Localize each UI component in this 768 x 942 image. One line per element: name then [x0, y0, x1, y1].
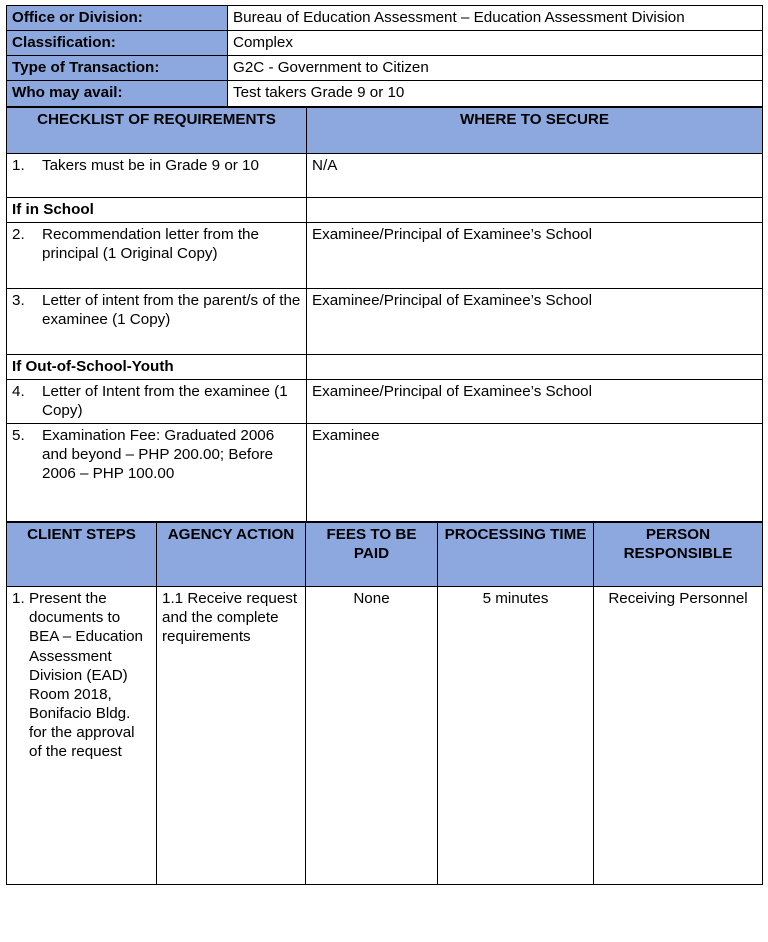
client-steps-header: CLIENT STEPS — [7, 523, 157, 587]
fees-to-be-paid-header: FEES TO BE PAID — [306, 523, 438, 587]
who-may-avail-value: Test takers Grade 9 or 10 — [228, 81, 763, 106]
checklist-where-blank-1 — [307, 197, 763, 222]
checklist-requirement-text-1: Takers must be in Grade 9 or 10 — [42, 156, 259, 174]
checklist-number-3: 3. — [12, 291, 25, 309]
agency-action-header: AGENCY ACTION — [157, 523, 306, 587]
agency-action-cell-1: 1.1 Receive request and the complete requirements — [157, 587, 306, 885]
checklist-where-3: Examinee/Principal of Examinee’s School — [307, 288, 763, 354]
checklist-where-1: N/A — [307, 153, 763, 197]
checklist-section-if-in-school: If in School — [7, 197, 307, 222]
checklist-requirement-text-4: Letter of Intent from the examinee (1 Copy) — [42, 382, 288, 419]
table-row — [7, 153, 763, 197]
checklist-requirement-2 — [7, 222, 307, 288]
checklist-requirements-header: CHECKLIST OF REQUIREMENTS — [7, 107, 307, 153]
processing-time-header: PROCESSING TIME — [438, 523, 594, 587]
checklist-requirement-text-5: Examination Fee: Graduated 2006 and beyond – PHP 200.00; Before 2006 – PHP 100.00 — [42, 427, 275, 483]
checklist-header-row — [7, 107, 763, 153]
table-row — [7, 6, 763, 31]
fees-cell-1: None — [306, 587, 438, 885]
who-may-avail-label: Who may avail: — [7, 81, 228, 106]
client-step-text-1: Present the documents to BEA – Education Assessment Division (EAD) Room 2018, Bonifacio Bldg. for the approval of the request — [29, 590, 143, 761]
table-row — [7, 222, 763, 288]
office-or-division-value: Bureau of Education Assessment – Education Assessment Division — [228, 6, 763, 31]
type-of-transaction-value: G2C - Government to Citizen — [228, 56, 763, 81]
checklist-requirement-text-2: Recommendation letter from the principal (1 Original Copy) — [42, 225, 259, 262]
table-row — [7, 81, 763, 106]
checklist-requirement-4 — [7, 379, 307, 423]
person-responsible-cell-1: Receiving Personnel — [594, 587, 763, 885]
checklist-number-1: 1. — [12, 156, 25, 174]
table-row — [7, 354, 763, 379]
table-row — [7, 197, 763, 222]
checklist-requirement-5 — [7, 424, 307, 522]
table-row — [7, 424, 763, 522]
client-step-cell-1 — [7, 587, 157, 885]
table-row — [7, 288, 763, 354]
checklist-requirement-3 — [7, 288, 307, 354]
processing-time-cell-1: 5 minutes — [438, 587, 594, 885]
person-responsible-header: PERSON RESPONSIBLE — [594, 523, 763, 587]
classification-label: Classification: — [7, 31, 228, 56]
table-row — [7, 587, 763, 885]
table-row — [7, 379, 763, 423]
checklist-table — [6, 107, 763, 523]
client-step-number-1: 1. — [12, 590, 25, 608]
table-row — [7, 31, 763, 56]
type-of-transaction-label: Type of Transaction: — [7, 56, 228, 81]
checklist-where-4: Examinee/Principal of Examinee’s School — [307, 379, 763, 423]
checklist-where-to-secure-header: WHERE TO SECURE — [307, 107, 763, 153]
checklist-number-2: 2. — [12, 225, 25, 243]
process-header-row — [7, 523, 763, 587]
process-table — [6, 522, 763, 885]
checklist-where-5: Examinee — [307, 424, 763, 522]
checklist-requirement-text-3: Letter of intent from the parent/s of the examinee (1 Copy) — [42, 291, 301, 328]
checklist-where-blank-2 — [307, 354, 763, 379]
classification-value: Complex — [228, 31, 763, 56]
checklist-requirement-1 — [7, 153, 307, 197]
office-or-division-label: Office or Division: — [7, 6, 228, 31]
table-row — [7, 56, 763, 81]
checklist-number-5: 5. — [12, 427, 25, 445]
checklist-section-if-osy: If Out-of-School-Youth — [7, 354, 307, 379]
info-table — [6, 5, 763, 107]
checklist-where-2: Examinee/Principal of Examinee’s School — [307, 222, 763, 288]
checklist-number-4: 4. — [12, 382, 25, 400]
